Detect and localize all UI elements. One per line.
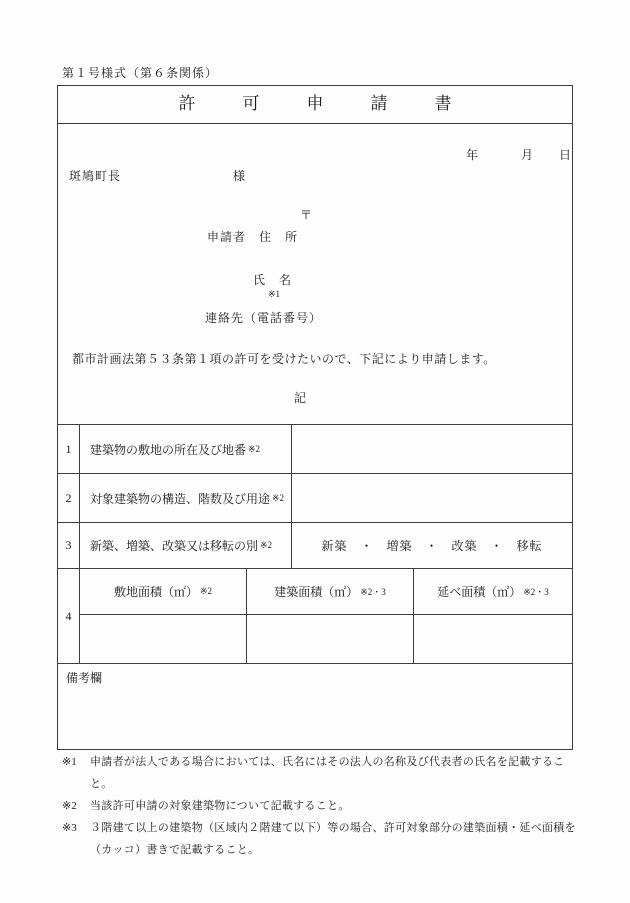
- total-floor-area-header: 延べ面積（㎡） ※2・3: [414, 569, 572, 615]
- name-footnote-ref: ※1: [268, 289, 281, 299]
- building-area-header: 建築面積（㎡） ※2・3: [247, 569, 413, 615]
- footnote-2: [57, 795, 585, 817]
- applicant-name-label: 氏 名: [253, 273, 293, 287]
- table-row-2: [58, 473, 572, 522]
- footnote-ref: ※2: [260, 540, 273, 550]
- row-number: 1: [58, 425, 80, 473]
- row-number: 3: [58, 523, 80, 568]
- site-area-value-cell: [80, 615, 246, 663]
- footnote-text: ３階建て以上の建築物（区域内２階建て以下）等の場合、許可対象部分の建築面積・延べ面積を（カッコ）書きで記載すること。: [90, 822, 576, 856]
- row-number: 4: [58, 569, 80, 663]
- work-type-options: 新築 ・ 増築 ・ 改築 ・ 移転: [321, 539, 543, 553]
- date-day-label: 日: [559, 148, 572, 162]
- footnote-text: 申請者が法人である場合においては、氏名にはその法人の名称及び代表者の氏名を記載すること。: [90, 756, 565, 790]
- footnote-marker: ※3: [62, 822, 77, 834]
- row-1-value-cell: [292, 425, 572, 473]
- footnote-ref: ※2・3: [360, 587, 386, 597]
- footnote-marker: ※1: [62, 756, 77, 768]
- remarks-section: [58, 663, 572, 750]
- row-label-work-type: 新築、増築、改築又は移転の別 ※2: [80, 523, 292, 568]
- row-2-value-cell: [292, 474, 572, 522]
- footnote-text: 当該許可申請の対象建築物について記載すること。: [90, 800, 350, 812]
- table-row-1: [58, 424, 572, 473]
- site-area-header: 敷地面積（㎡） ※2: [80, 569, 246, 615]
- addressee-label: 斑鳩町長: [69, 169, 122, 183]
- row-label-site-location: 建築物の敷地の所在及び地番 ※2: [80, 425, 292, 473]
- footnote-ref: ※2: [199, 586, 213, 596]
- remarks-label: 備考欄: [66, 671, 103, 685]
- application-form-frame: [57, 85, 573, 750]
- total-floor-area-value-cell: [414, 615, 572, 663]
- table-row-4: [58, 568, 572, 663]
- ki-heading: 記: [294, 391, 307, 405]
- footnote-3: [57, 817, 585, 861]
- building-area-value-cell: [247, 615, 413, 663]
- footnote-1: [57, 751, 585, 795]
- row-number: 2: [58, 474, 80, 522]
- footnote-ref: ※2・3: [523, 587, 549, 597]
- site-area-column: [80, 569, 247, 663]
- postal-mark-icon: 〒: [300, 208, 313, 222]
- applicant-address-label: 申請者 住 所: [207, 230, 299, 244]
- contact-phone-label: 連絡先（電話番号）: [205, 311, 323, 325]
- table-row-3: [58, 522, 572, 568]
- row-label-structure-use: 対象建築物の構造、階数及び用途 ※2: [80, 474, 292, 522]
- form-title: 許 可 申 請 書: [58, 86, 572, 124]
- form-header-section: [58, 124, 572, 424]
- footnotes-section: [57, 751, 585, 861]
- building-area-column: [247, 569, 414, 663]
- footnote-ref: ※2: [272, 492, 285, 503]
- honorific-label: 様: [233, 169, 246, 183]
- date-year-label: 年: [466, 148, 479, 162]
- application-statement: 都市計画法第５３条第１項の許可を受けたいので、下記により申請します。: [72, 352, 496, 366]
- form-number-label: 第１号様式（第６条関係）: [62, 66, 219, 80]
- footnote-marker: ※2: [62, 800, 77, 812]
- total-floor-area-column: [414, 569, 572, 663]
- footnote-ref: ※2: [248, 443, 261, 454]
- date-month-label: 月: [521, 148, 534, 162]
